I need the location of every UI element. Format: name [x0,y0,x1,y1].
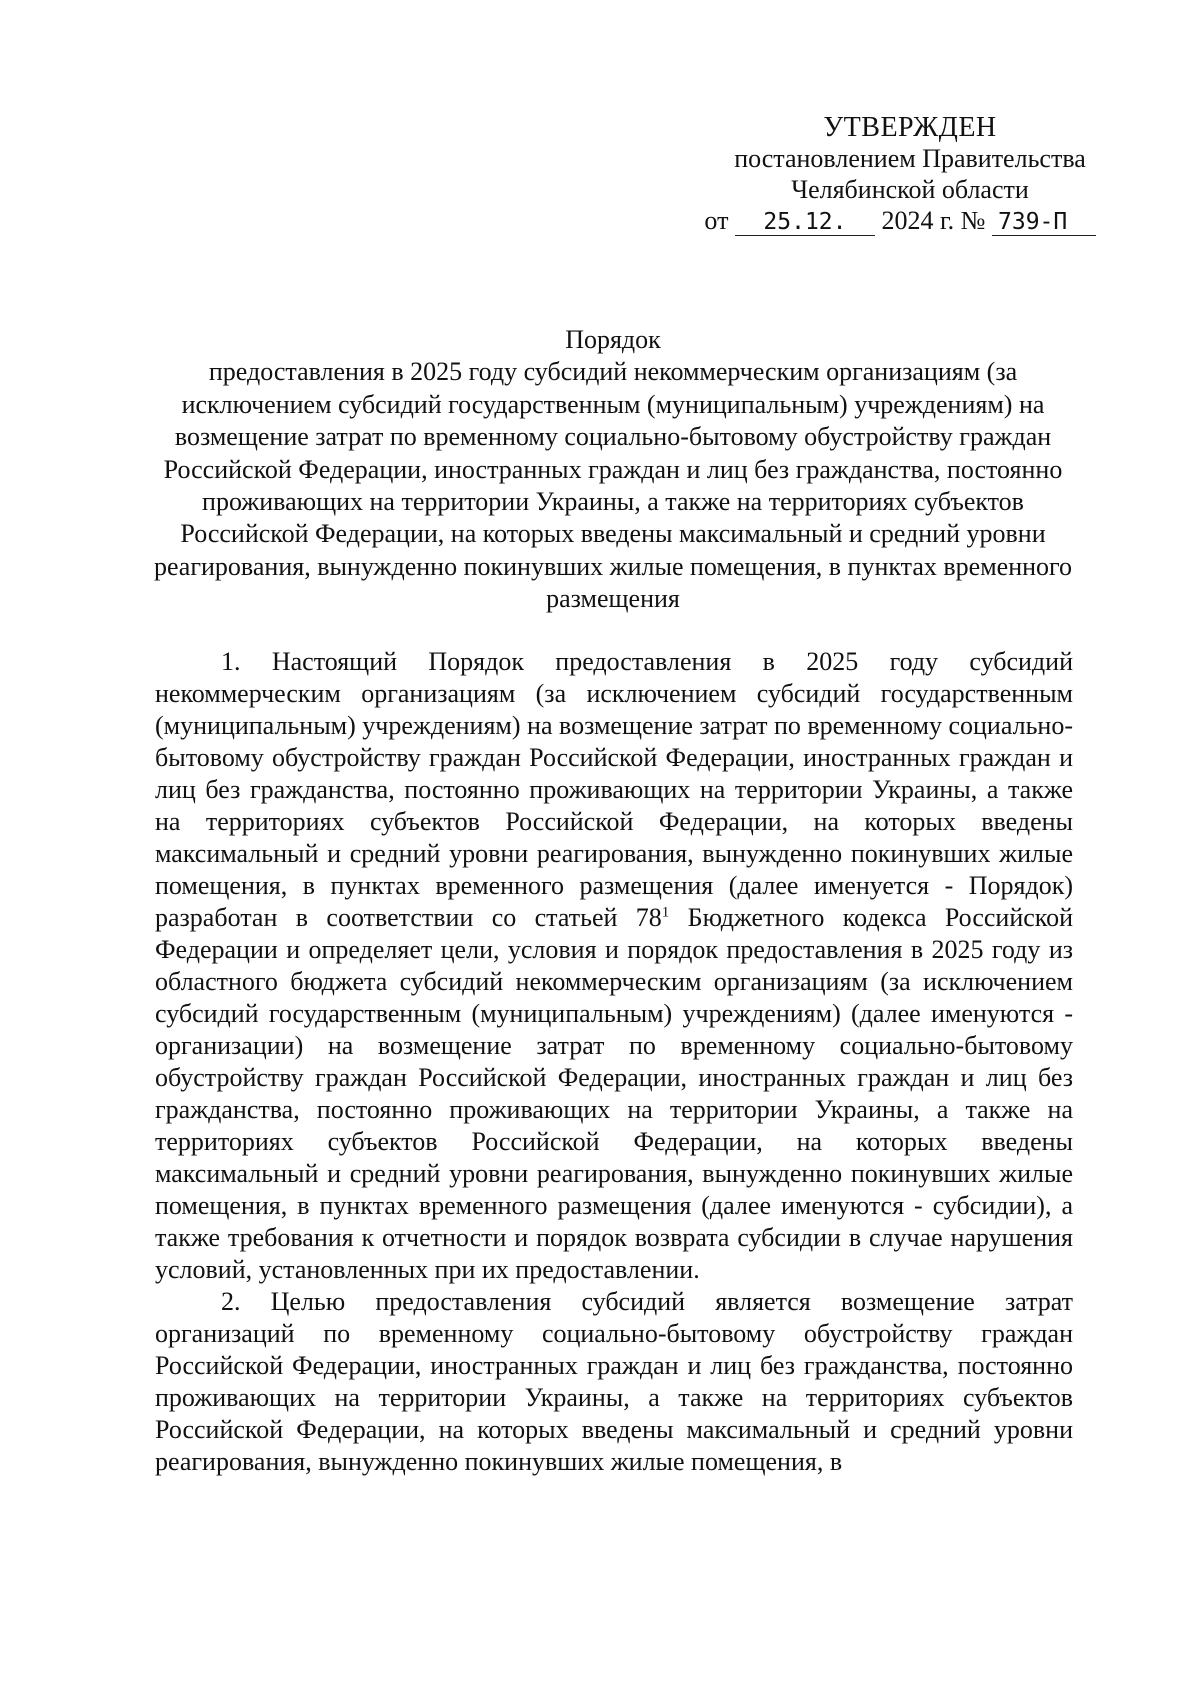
approval-date-line [700,205,1120,236]
decree-number: 739-П [992,209,1096,236]
article-superscript: 1 [661,904,670,921]
paragraph-1 [155,646,1073,1286]
year-text: 2024 г. № [881,206,986,235]
paragraph-1-text-b: Бюджетного кодекса Российской Федерации и определяет цели, условия и порядок предоставления в 2025 году из областного бюджета субсидий некоммерческим организациям (за исключением субсидий государственным (муниципальным) учреждениям) (далее именуются - организации) на возмещение затрат по временному социально-бытовому обустройству граждан Российской Федерации, иностранных граждан и лиц без гражданства, постоянно проживающих на территории Украины, а также на территориях субъектов Российской Федерации, на которых введены максимальный и средний уровни реагирования, вынужденно покинувших жилые помещения, в пунктах временного размещения (далее именуются - субсидии), а также требования к отчетности и порядок возврата субсидии в случае нарушения условий, установленных при их предоставлении. [155,903,1073,1284]
paragraph-1-text-a: 1. Настоящий Порядок предоставления в 2025 году субсидий некоммерческим организациям (за исключением субсидий государственным (муниципальным) учреждениям) на возмещение затрат по временному социально-бытовому обустройству граждан Российской Федерации, иностранных граждан и лиц без гражданства, постоянно проживающих на территории Украины, а также на территориях субъектов Российской Федерации, на которых введены максимальный и средний уровни реагирования, вынужденно покинувших жилые помещения, в пунктах временного размещения (далее именуется - Порядок) разработан в соответствии со статьей 78 [155,647,1073,932]
document-title [150,324,1076,616]
paragraph-2: 2. Целью предоставления субсидий является возмещение затрат организаций по временному социально-бытовому обустройству граждан Российской Федерации, иностранных граждан и лиц без гражданства, постоянно проживающих на территории Украины, а также на территориях субъектов Российской Федерации, на которых введены максимальный и средний уровни реагирования, вынужденно покинувших жилые помещения, в [155,1287,1073,1476]
title-heading: Порядок [565,325,661,354]
approval-heading: УТВЕРЖДЕН [823,112,997,143]
date-prefix: от [704,206,729,235]
approval-stamp [700,112,1120,236]
document-body [155,646,1073,1478]
approval-line-1: постановлением Правительства [734,144,1086,173]
approval-line-2: Челябинской области [791,175,1029,204]
title-subtitle: предоставления в 2025 году субсидий некоммерческим организациям (за исключением субсидий государственным (муниципальным) учреждениям) на возмещение затрат по временному социально-бытовому обустройству граждан Российской Федерации, иностранных граждан и лиц без гражданства, постоянно проживающих на территории Украины, а также на территориях субъектов Российской Федерации, на которых введены максимальный и средний уровни реагирования, вынужденно покинувших жилые помещения, в пунктах временного размещения [153,357,1073,614]
date-value: 25.12. [735,209,875,236]
